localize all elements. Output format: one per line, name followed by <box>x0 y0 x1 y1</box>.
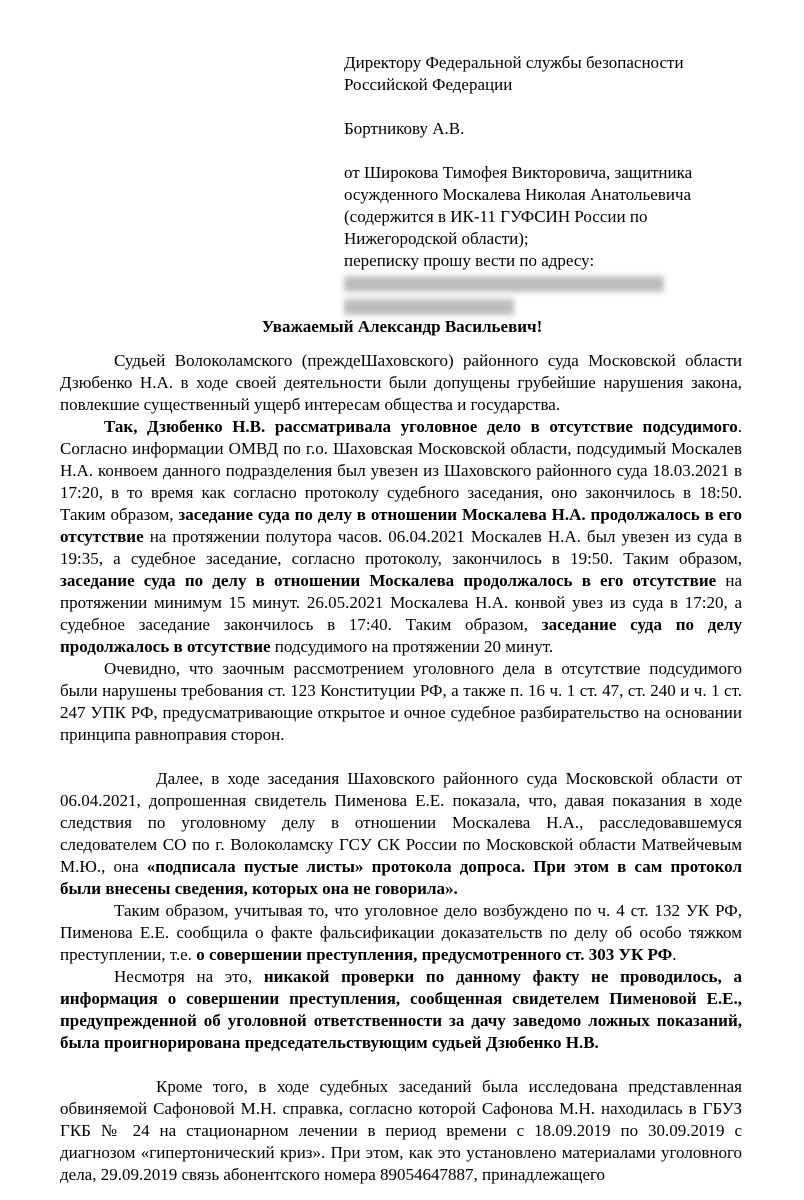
paragraph-7: Кроме того, в ходе судебных заседаний была исследована представленная обвиняемой Сафоновой М.Н. справка, согласно которой Сафонова М.Н. находилась в ГБУЗ ГКБ № 24 на стационарном лечении в период времени с 18.09.2019 по 30.09.2019 с диагнозом «гипертонический криз». При этом, как это установлено материалами уголовного дела, 29.09.2019 связь абонентского номера 89054647887, принадлежащего <box>60 1077 742 1184</box>
sender-line-5: переписку прошу вести по адресу: <box>344 251 595 270</box>
recipient-line-2: Российской Федерации <box>344 75 513 94</box>
addressee-block <box>344 52 764 318</box>
paragraph-3: Очевидно, что заочным рассмотрением уголовного дела в отсутствие подсудимого были нарушены требования ст. 123 Конституции РФ, а также п. 16 ч. 1 ст. 47, ст. 240 и ч. 1 ст. 247 УПК РФ, предусматривающие открытое и очное судебное разбирательство на основании принципа равноправия сторон. <box>60 659 742 744</box>
paragraph-2: Так, Дзюбенко Н.В. рассматривала уголовное дело в отсутствие подсудимого. Согласно информации ОМВД по г.о. Шаховская Московской области, подсудимый Москалев Н.А. конвоем данного подразделения был увезен из Шаховского районного суда 18.03.2021 в 17:20, в то время как согласно протоколу судебного заседания, оно закончилось в 18:50. Таким образом, заседание суда по делу в отношении Москалева Н.А. продолжалось в его отсутствие на протяжении полутора часов. 06.04.2021 Москалев Н.А. был увезен из суда в 19:35, а судебное заседание, согласно протоколу, закончилось в 19:50. Таким образом, заседание суда по делу в отношении Москалева продолжалось в его отсутствие на протяжении минимум 15 минут. 26.05.2021 Москалева Н.А. конвой увез из суда в 17:20, а судебное заседание закончилось в 17:40. Таким образом, заседание суда по делу продолжалось в отсутствие подсудимого на протяжении 20 минут. <box>60 417 742 656</box>
paragraph-4: Далее, в ходе заседания Шаховского районного суда Московской области от 06.04.2021, допрошенная свидетель Пименова Е.Е. показала, что, давая показания в ходе следствия по уголовному делу в отношении Москалева Н.А., расследовавшемуся следователем СО по г. Волоколамску ГСУ СК России по Московской области Матвейчевым М.Ю., она «подписала пустые листы» протокола допроса. При этом в сам протокол были внесены сведения, которых она не говорила». <box>60 769 742 898</box>
sender-line-1: от Широкова Тимофея Викторовича, защитника <box>344 163 693 182</box>
recipient-line-1: Директору Федеральной службы безопасности <box>344 53 684 72</box>
recipient-name: Бортникову А.В. <box>344 119 465 138</box>
salutation: Уважаемый Александр Васильевич! <box>261 317 543 336</box>
sender-line-3: (содержится в ИК-11 ГУФСИН России по <box>344 207 648 226</box>
paragraph-5: Таким образом, учитывая то, что уголовное дело возбуждено по ч. 4 ст. 132 УК РФ, Пименова Е.Е. сообщила о факте фальсификации доказательств по делу об особо тяжком преступлении, т.е. о совершении преступления, предусмотренного ст. 303 УК РФ. <box>60 901 742 964</box>
letter-body <box>60 350 742 1186</box>
redacted-address-line-1 <box>344 276 664 292</box>
redacted-address-line-2 <box>344 299 514 315</box>
paragraph-1: Судьей Волоколамского (преждеШаховского) районного суда Московской области Дзюбенко Н.А. в ходе своей деятельности были допущены грубейшие нарушения закона, повлекшие существенный ущерб интересам общества и государства. <box>60 351 742 414</box>
sender-line-4: Нижегородской области); <box>344 229 529 248</box>
paragraph-6: Несмотря на это, никакой проверки по данному факту не проводилось, а информация о совершении преступления, сообщенная свидетелем Пименовой Е.Е., предупрежденной об уголовной ответственности за дачу заведомо ложных показаний, была проигнорирована председательствующим судьей Дзюбенко Н.В. <box>60 967 742 1052</box>
sender-line-2: осужденного Москалева Николая Анатольевича <box>344 185 692 204</box>
